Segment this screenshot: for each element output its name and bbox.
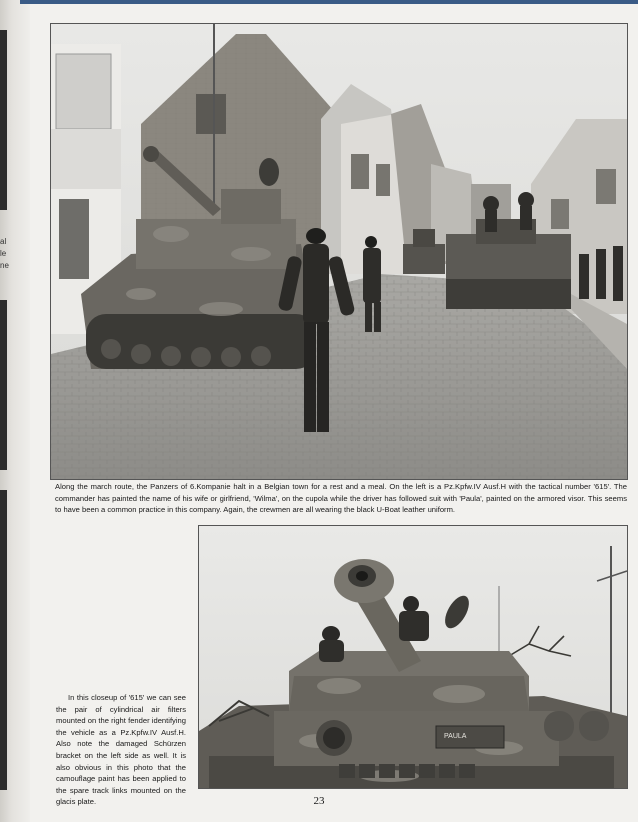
previous-page-photo-strip (0, 30, 7, 210)
margin-fragment: le (0, 249, 7, 258)
previous-page-photo-strip (0, 300, 7, 470)
page-top-edge (20, 0, 638, 4)
bottom-photo-caption: In this closeup of '615' we can see the pair of cylindrical air filters mounted on the right fender identifying the vehicle as a Pz.Kpfw.IV Ausf.H. Also note the damaged Schürzen bracket on the left side as well. It is also obvious in this photo that the camouflage paint has been applied to the spare track links mounted on the glacis plate. (56, 693, 186, 807)
visor-name-text: PAULA (444, 733, 467, 740)
margin-fragment: ne (0, 261, 9, 270)
page-number: 23 (313, 795, 325, 807)
previous-page-photo-strip (0, 490, 7, 790)
top-photo-caption: Along the march route, the Panzers of 6.Kompanie halt in a Belgian town for a rest and a meal. On the left is a Pz.Kpfw.IV Ausf.H with the tactical number '615'. The commander has painted the name of his wife or girlfriend, 'Wilma', on the cupola while the driver has followed suit with 'Paula', painted on the armored visor. This seems to have been a common practice in this company. Again, the crewmen are all wearing the black U-Boat leather uniform. (55, 482, 627, 515)
top-photo-tanks-in-belgian-town (50, 23, 628, 480)
previous-page-text-fragments (0, 236, 8, 272)
bottom-photo-tank-615-closeup (198, 525, 628, 789)
margin-fragment: al (0, 237, 7, 246)
